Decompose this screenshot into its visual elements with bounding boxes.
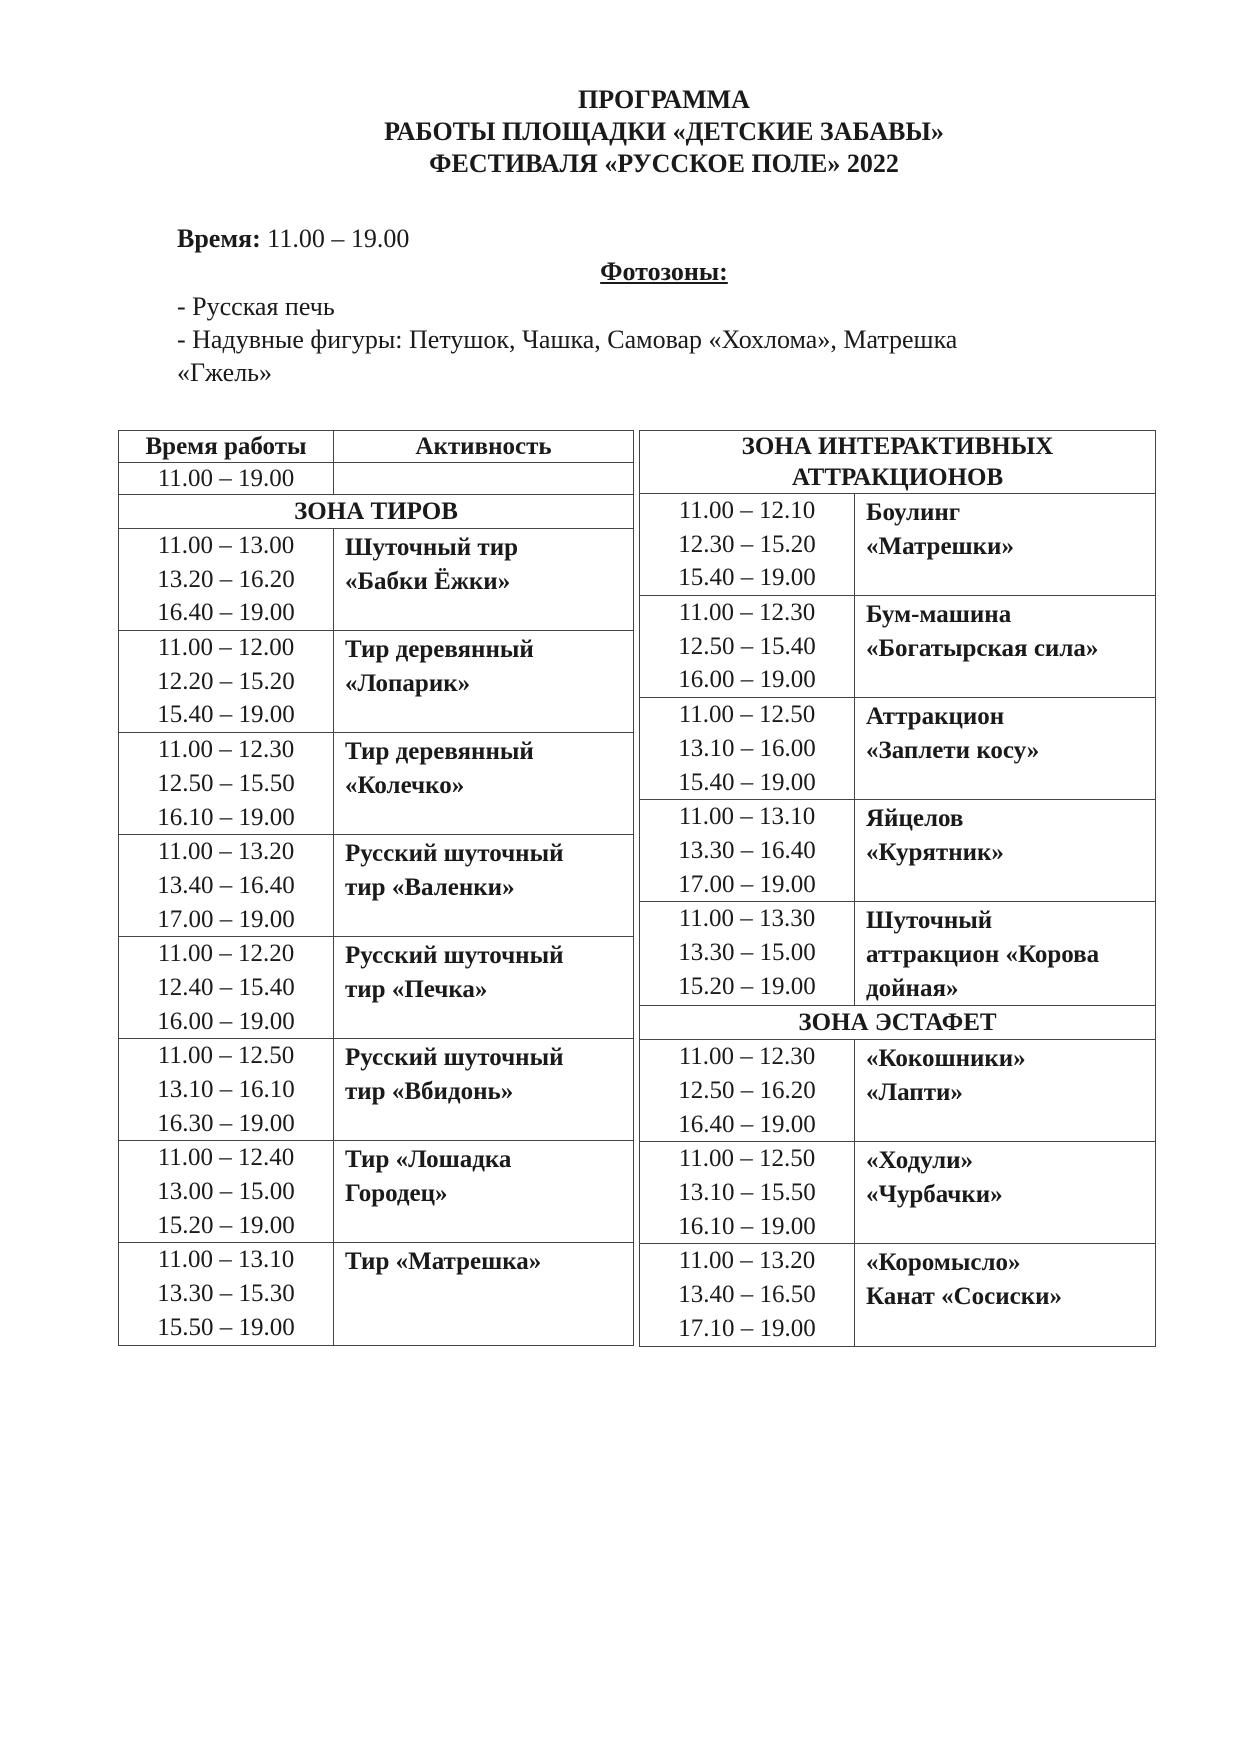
activity-cell [334, 733, 634, 835]
time-slots-cell [119, 529, 334, 631]
time-slot: 11.00 – 12.40 [157, 1144, 295, 1172]
time-slot: 11.00 – 13.30 [678, 905, 816, 933]
activity-line: Русский шуточный [345, 942, 564, 970]
time-slots-cell [640, 800, 855, 902]
time-slots-cell [640, 1040, 855, 1142]
activity-line: тир «Вбидонь» [345, 1078, 514, 1106]
zone-title: ЗОНА ТИРОВ [119, 495, 634, 529]
time-slots-cell [640, 494, 855, 596]
activity-line: «Колечко» [345, 771, 465, 799]
overall-activity-empty [334, 463, 634, 495]
activity-cell [855, 494, 1156, 596]
time-slot: 13.30 – 16.40 [678, 836, 816, 864]
time-slot: 13.10 – 16.10 [157, 1076, 295, 1103]
time-slot: 15.40 – 19.00 [678, 768, 816, 796]
time-slot: 12.30 – 15.20 [678, 530, 816, 558]
working-time-label: Время: [177, 224, 261, 253]
activity-line: Бум-машина [866, 601, 1012, 629]
schedule-row [640, 1244, 1156, 1346]
table-header-row [119, 431, 634, 463]
activity-cell [855, 800, 1156, 902]
schedule-row [119, 1039, 634, 1141]
time-slot: 16.30 – 19.00 [157, 1109, 295, 1137]
time-slots-cell [119, 835, 334, 937]
schedule-row [640, 902, 1156, 1006]
schedule-row [640, 596, 1156, 698]
activity-line: Боулинг [866, 499, 961, 526]
schedule-row [640, 698, 1156, 800]
schedule-row [119, 733, 634, 835]
activity-cell [334, 1039, 634, 1141]
working-time [177, 224, 409, 254]
activity-cell [334, 1243, 634, 1345]
activity-cell [855, 1142, 1156, 1244]
activity-cell [334, 835, 634, 937]
time-slot: 17.10 – 19.00 [678, 1314, 816, 1342]
activity-line: Канат «Сосиски» [866, 1283, 1063, 1311]
time-slot: 16.00 – 19.00 [157, 1007, 295, 1035]
activity-line: «Богатырская сила» [866, 634, 1099, 662]
photozone-item: - Надувные фигуры: Петушок, Чашка, Самовар «Хохлома», Матрешка [177, 325, 958, 354]
activity-line: «Кокошники» [866, 1045, 1026, 1073]
activity-line: дойная» [866, 974, 959, 1002]
activity-line: «Лапти» [866, 1079, 963, 1107]
time-slot: 15.20 – 19.00 [157, 1211, 295, 1239]
time-slot: 15.50 – 19.00 [157, 1313, 295, 1341]
activity-line: Русский шуточный [345, 840, 564, 868]
time-slot: 12.50 – 15.50 [157, 769, 295, 797]
title-line-2: РАБОТЫ ПЛОЩАДКИ «ДЕТСКИЕ ЗАБАВЫ» [384, 117, 944, 146]
activity-cell [334, 631, 634, 733]
time-slot: 12.40 – 15.40 [157, 973, 295, 1001]
time-slot: 11.00 – 12.30 [678, 599, 816, 627]
time-slot: 11.00 – 12.30 [157, 736, 295, 764]
time-slot: 17.00 – 19.00 [678, 870, 816, 898]
schedule-row [119, 529, 634, 631]
time-slots-cell [119, 1243, 334, 1345]
time-slot: 12.50 – 15.40 [678, 632, 816, 660]
activity-line: тир «Валенки» [345, 873, 515, 901]
shooting-zone-table [118, 430, 634, 1346]
time-slot: 11.00 – 12.50 [678, 1145, 816, 1173]
activity-line: Городец» [345, 1180, 448, 1208]
schedule-row [640, 800, 1156, 902]
activity-line: Тир деревянный [345, 636, 534, 664]
time-slot: 16.40 – 19.00 [157, 599, 295, 627]
time-slot: 11.00 – 12.20 [157, 940, 295, 968]
time-slot: 13.40 – 16.40 [157, 871, 295, 899]
time-slot: 11.00 – 12.50 [157, 1042, 295, 1070]
column-header-time: Время работы [119, 431, 334, 463]
time-slot: 11.00 – 13.10 [678, 803, 816, 831]
time-slot: 16.40 – 19.00 [678, 1110, 816, 1138]
activity-line: «Ходули» [866, 1147, 974, 1175]
column-header-activity: Активность [334, 431, 634, 463]
time-slot: 13.40 – 16.50 [678, 1281, 816, 1309]
time-slot: 12.50 – 16.20 [678, 1077, 816, 1105]
schedule-row [640, 494, 1156, 596]
time-slots-cell [640, 1142, 855, 1244]
activity-cell [855, 1040, 1156, 1142]
activity-line: Шуточный [866, 907, 993, 935]
time-slot: 13.30 – 15.00 [678, 938, 816, 966]
time-slot: 13.10 – 16.00 [678, 734, 816, 762]
activity-line: «Лопарик» [345, 669, 471, 697]
zone-title-row [640, 1006, 1156, 1040]
time-slot: 12.20 – 15.20 [157, 667, 295, 695]
document-title [0, 84, 1241, 180]
attractions-zone-table [639, 430, 1156, 1347]
time-slots-cell [640, 1244, 855, 1346]
zone-title-row [640, 431, 1156, 494]
schedule-row [119, 631, 634, 733]
time-slots-cell [640, 902, 855, 1006]
time-slot: 11.00 – 13.20 [678, 1247, 816, 1275]
time-slots-cell [119, 631, 334, 733]
activity-line: «Чурбачки» [866, 1181, 1003, 1209]
time-slots-cell [640, 698, 855, 800]
time-slot: 11.00 – 13.00 [157, 532, 295, 559]
activity-line: Яйцелов [866, 805, 964, 833]
activity-line: «Заплети косу» [866, 736, 1040, 764]
activity-cell [334, 1141, 634, 1243]
photozones-title: Фотозоны: [600, 257, 728, 286]
time-slot: 13.00 – 15.00 [157, 1178, 295, 1206]
time-slot: 11.00 – 12.50 [678, 701, 816, 729]
activity-cell [855, 902, 1156, 1006]
activity-line: «Курятник» [866, 838, 1004, 866]
time-slot: 16.10 – 19.00 [157, 803, 295, 831]
activity-line: Тир «Матрешка» [345, 1248, 542, 1276]
activity-line: «Бабки Ёжки» [345, 567, 511, 595]
zone-title: ЗОНА ЭСТАФЕТ [640, 1006, 1156, 1040]
working-time-value: 11.00 – 19.00 [267, 224, 410, 253]
time-slot: 11.00 – 12.00 [157, 634, 295, 662]
activity-cell [855, 1244, 1156, 1346]
time-slot: 11.00 – 13.20 [157, 838, 295, 866]
activity-cell [334, 529, 634, 631]
schedule-row [119, 1141, 634, 1243]
activity-line: Тир деревянный [345, 738, 534, 766]
time-slot: 15.40 – 19.00 [678, 564, 816, 592]
photozone-item: «Гжель» [177, 358, 273, 387]
time-slot: 17.00 – 19.00 [157, 905, 295, 933]
photozone-item: - Русская печь [177, 292, 335, 321]
schedule-row [119, 937, 634, 1039]
time-slot: 15.20 – 19.00 [678, 972, 816, 1000]
time-slot: 13.10 – 15.50 [678, 1179, 816, 1207]
activity-line: Русский шуточный [345, 1044, 564, 1072]
schedule-row [640, 1142, 1156, 1244]
time-slot: 16.10 – 19.00 [678, 1212, 816, 1240]
time-slot: 13.30 – 15.30 [157, 1280, 295, 1308]
activity-cell [855, 698, 1156, 800]
photozones-list [177, 290, 1097, 389]
time-slots-cell [119, 733, 334, 835]
overall-time-row [119, 463, 634, 495]
zone-title-line: ЗОНА ИНТЕРАКТИВНЫХ [741, 433, 1054, 460]
activity-line: Тир «Лошадка [345, 1146, 512, 1174]
activity-line: «Матрешки» [866, 532, 1014, 560]
activity-line: «Коромысло» [866, 1249, 1021, 1277]
time-slots-cell [119, 937, 334, 1039]
schedule-row [119, 835, 634, 937]
title-line-1: ПРОГРАММА [578, 85, 750, 114]
time-slot: 15.40 – 19.00 [157, 701, 295, 729]
schedule-row [640, 1040, 1156, 1142]
time-slot: 11.00 – 12.10 [678, 497, 816, 524]
zone-title [640, 431, 1156, 494]
time-slot: 13.20 – 16.20 [157, 565, 295, 593]
activity-line: Шуточный тир [345, 534, 519, 561]
activity-line: тир «Печка» [345, 975, 488, 1003]
time-slots-cell [119, 1141, 334, 1243]
time-slots-cell [119, 1039, 334, 1141]
time-slots-cell [640, 596, 855, 698]
activity-cell [334, 937, 634, 1039]
title-line-3: ФЕСТИВАЛЯ «РУССКОЕ ПОЛЕ» 2022 [429, 149, 899, 178]
activity-line: Аттракцион [866, 703, 1005, 731]
zone-title-line: АТТРАКЦИОНОВ [791, 464, 1004, 491]
overall-time: 11.00 – 19.00 [119, 463, 334, 495]
time-slot: 11.00 – 13.10 [157, 1246, 295, 1274]
time-slot: 16.00 – 19.00 [678, 666, 816, 694]
zone-title-row [119, 495, 634, 529]
schedule-row [119, 1243, 634, 1345]
activity-line: аттракцион «Корова [866, 940, 1100, 968]
activity-cell [855, 596, 1156, 698]
time-slot: 11.00 – 12.30 [678, 1043, 816, 1071]
